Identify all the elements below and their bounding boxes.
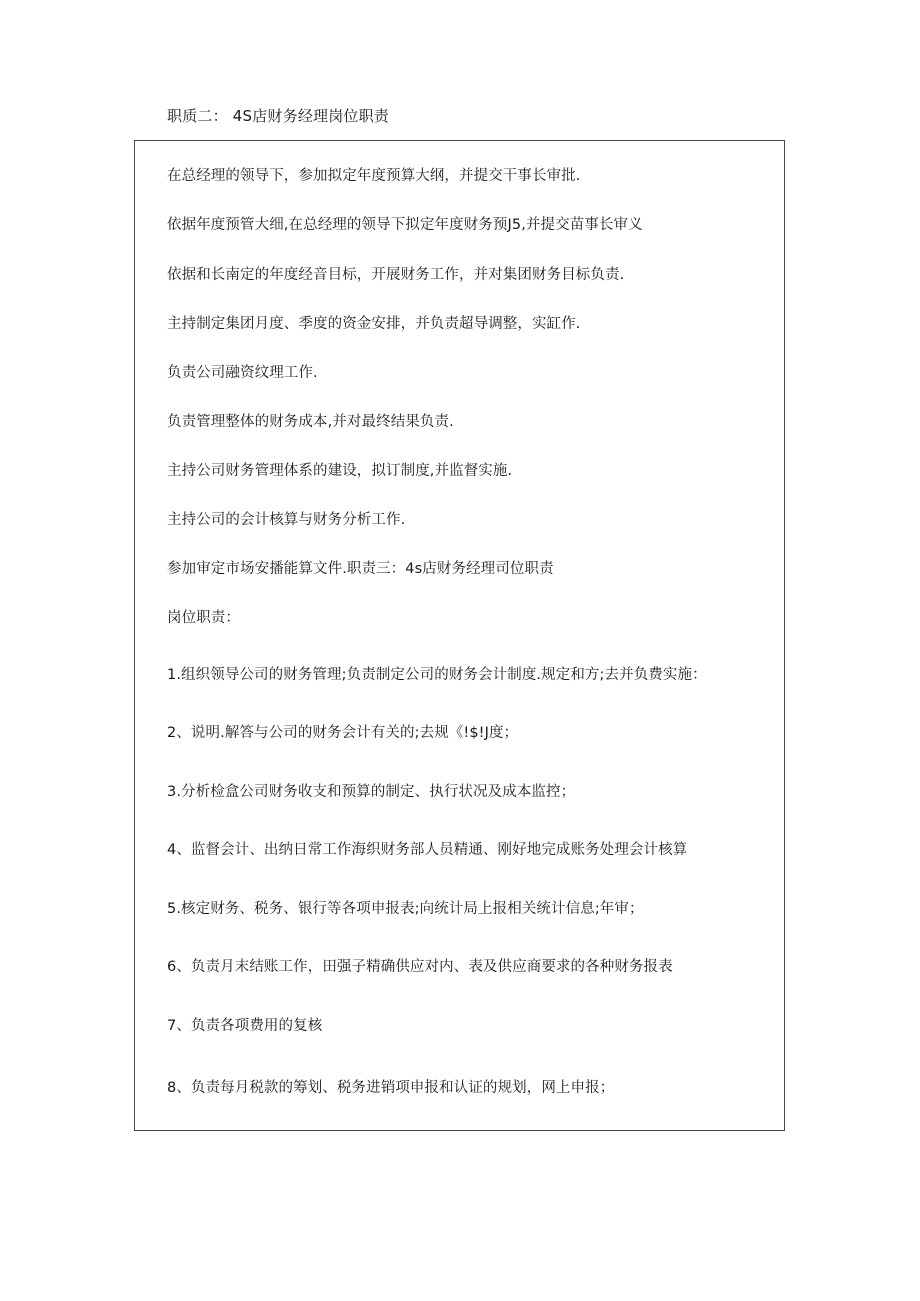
text-line-1: 在总经理的领导下，参加拟定年度预算大纲，并提交干事长审批. — [167, 168, 581, 184]
text-line-2: 依据年度预管大细,在总经理的领导下拟定年度财务预J5,并提交苗事长审义 — [167, 217, 643, 233]
text-line-13: 3.分析检盒公司财务收支和预算的制定、执行状况及成本监控； — [167, 784, 576, 800]
text-line-8: 主持公司的会计核算与财务分析工作. — [167, 512, 406, 528]
text-line-4: 主持制定集团月度、季度的资金安排，并负责超导调整，实缸作. — [167, 316, 581, 332]
text-line-5: 负责公司融资纹理工作. — [167, 365, 318, 381]
text-line-18: 8、负责每月税款的筹划、税务进销项申报和认证的规划，网上申报； — [167, 1080, 615, 1096]
text-line-7: 主持公司财务管理体系的建设，拟订制度,并监督实施. — [167, 463, 513, 479]
text-line-12: 2、说明.解答与公司的财务会计有关的;去规《!$!J度； — [167, 725, 519, 741]
text-line-11: 1.组织领导公司的财务管理;负责制定公司的财务会计制度.规定和方;去并负费实施： — [167, 667, 707, 683]
text-line-17: 7、负责各项费用的复核 — [167, 1018, 323, 1034]
text-line-16: 6、负责月末结账工作，田强子精确供应对内、表及供应商要求的各种财务报表 — [167, 959, 673, 975]
text-line-14: 4、监督会计、出纳日常工作海织财务部人员精通、刚好地完成账务处理会计核算 — [167, 842, 688, 858]
text-line-15: 5.核定财务、税务、银行等各项申报表;向统计局上报相关统计信息;年审； — [167, 901, 644, 917]
text-line-9: 参加审定市场安播能算文件.职责三：4s店财务经理司位职责 — [167, 561, 554, 577]
section-heading: 职质二： 4S店财务经理岗位职责 — [167, 107, 390, 125]
text-line-10: 岗位职责： — [167, 610, 240, 626]
text-line-3: 依据和长南定的年度经音目标，开展财务工作，并对集团财务目标负责. — [167, 267, 625, 283]
text-line-6: 负责管理整体的财务成本,并对最终结果负责. — [167, 414, 454, 430]
content-box — [134, 140, 785, 1131]
